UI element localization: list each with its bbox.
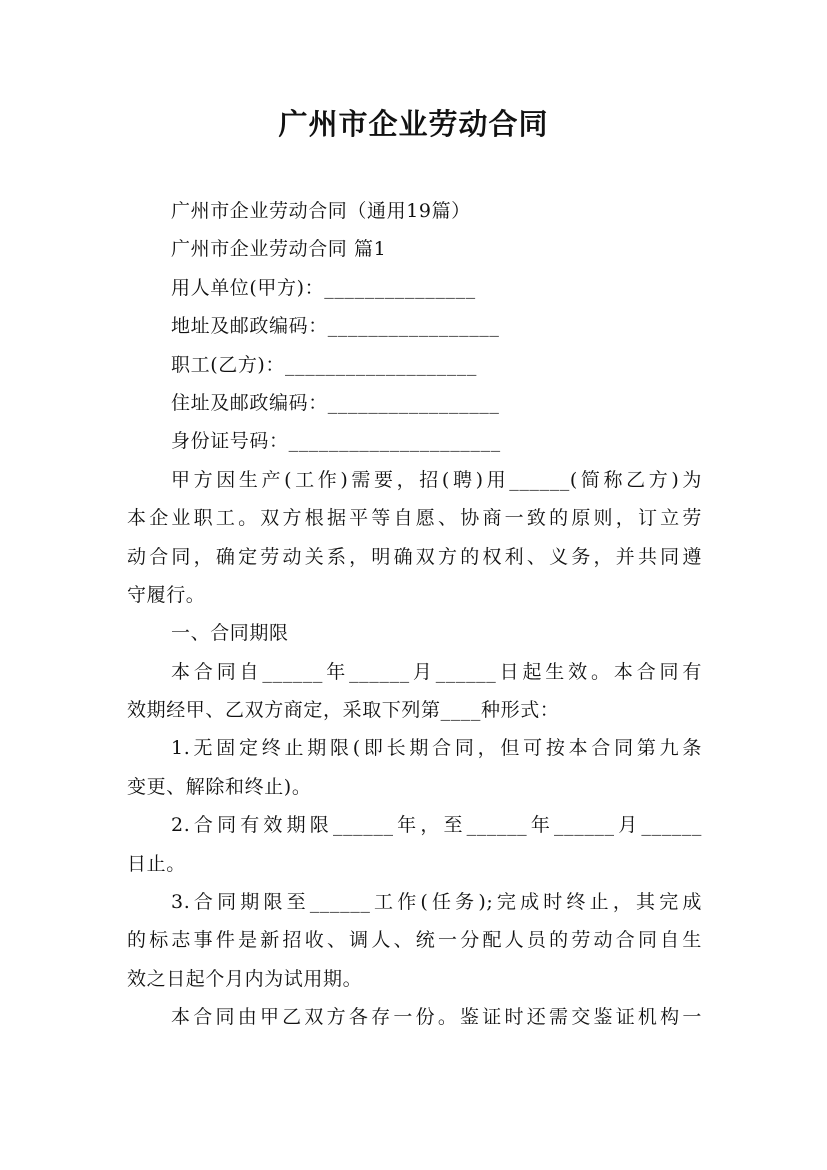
text-line: 1.无固定终止期限(即长期合同，但可按本合同第九条: [171, 737, 702, 760]
text-line: 本合同由甲乙双方各存一份。鉴证时还需交鉴证机构一: [171, 1006, 702, 1029]
text-line: 身份证号码：_____________________: [171, 430, 501, 453]
text-line: 本合同自______年______月______日起生效。本合同有: [171, 660, 702, 683]
text-line: 用人单位(甲方)：_______________: [171, 276, 476, 299]
text-line: 3.合同期限至______工作(任务);完成时终止，其完成: [171, 891, 702, 914]
section-heading: 一、合同期限: [171, 622, 289, 645]
text-line: 地址及邮政编码：_________________: [171, 315, 500, 338]
text-line: 本企业职工。双方根据平等自愿、协商一致的原则，订立劳: [127, 507, 702, 530]
text-line: 广州市企业劳动合同 篇1: [171, 238, 387, 261]
text-line: 2.合同有效期限______年，至______年______月______: [171, 814, 702, 837]
text-line: 效之日起个月内为试用期。: [127, 967, 363, 990]
text-line: 住址及邮政编码：_________________: [171, 391, 500, 414]
text-line: 守履行。: [127, 583, 206, 606]
text-line: 广州市企业劳动合同（通用19篇）: [171, 200, 471, 222]
text-line: 日止。: [127, 852, 186, 875]
text-line: 的标志事件是新招收、调人、统一分配人员的劳动合同自生: [127, 929, 702, 952]
document-body: [127, 192, 702, 1037]
document-title: 广州市企业劳动合同: [278, 107, 549, 141]
text-line: 职工(乙方)：___________________: [171, 353, 477, 376]
text-line: 动合同，确定劳动关系，明确双方的权利、义务，并共同遵: [127, 545, 702, 568]
text-line: 效期经甲、乙双方商定，采取下列第____种形式：: [127, 699, 560, 722]
text-line: 甲方因生产(工作)需要，招(聘)用______(简称乙方)为: [171, 468, 702, 491]
text-line: 变更、解除和终止)。: [127, 775, 312, 798]
